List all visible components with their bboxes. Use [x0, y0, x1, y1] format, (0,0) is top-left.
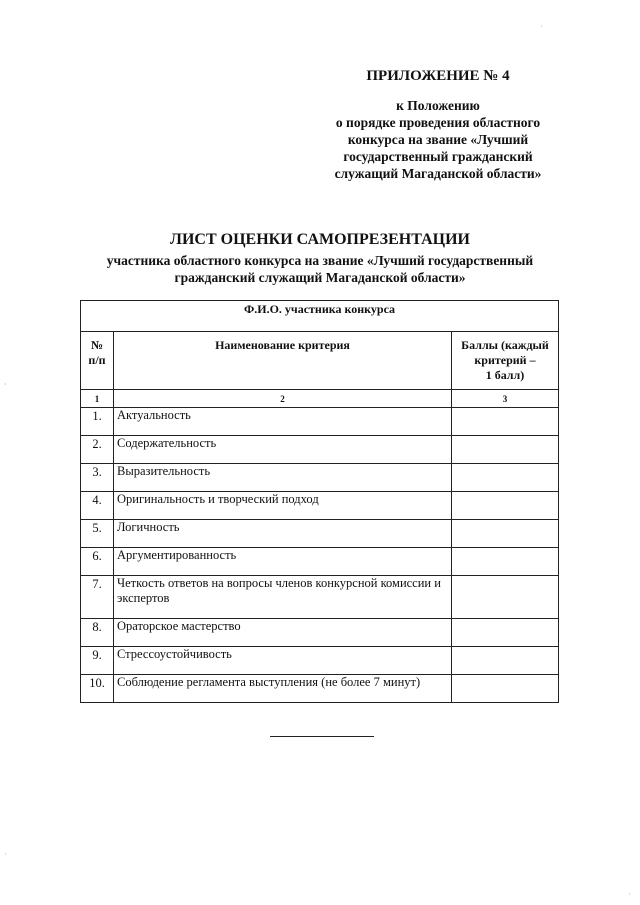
- criterion-row: [81, 408, 559, 436]
- document-heading: [70, 231, 570, 286]
- scan-speck: ·: [540, 22, 543, 31]
- column-number: 2: [114, 390, 452, 408]
- score-cell[interactable]: [452, 464, 559, 492]
- score-cell[interactable]: [452, 492, 559, 520]
- participant-name-header: Ф.И.О. участника конкурса: [81, 301, 559, 332]
- criterion-row: [81, 647, 559, 675]
- column-header-row: [81, 332, 559, 390]
- number-column-header: [81, 332, 114, 390]
- row-number: 8.: [81, 619, 114, 647]
- criterion-name: Актуальность: [114, 408, 452, 436]
- criterion-row: [81, 436, 559, 464]
- document-subtitle-line: гражданский служащий Магаданской области»: [174, 270, 466, 285]
- row-number: 1.: [81, 408, 114, 436]
- score-column-header: [452, 332, 559, 390]
- criterion-name: Логичность: [114, 520, 452, 548]
- criterion-row: [81, 619, 559, 647]
- criterion-row: [81, 492, 559, 520]
- appendix-block: [318, 68, 558, 182]
- score-header-line: Баллы (каждый: [461, 338, 549, 352]
- criterion-name: Соблюдение регламента выступления (не более 7 минут): [114, 675, 452, 703]
- row-number: 10.: [81, 675, 114, 703]
- criterion-row: [81, 675, 559, 703]
- row-number: 7.: [81, 576, 114, 619]
- appendix-line: служащий Магаданской области»: [334, 166, 542, 181]
- score-cell[interactable]: [452, 548, 559, 576]
- column-number: 1: [81, 390, 114, 408]
- number-header-line: №: [90, 338, 104, 352]
- row-number: 3.: [81, 464, 114, 492]
- column-number-row: [81, 390, 559, 408]
- criterion-name: Содержательность: [114, 436, 452, 464]
- number-header-line: п/п: [88, 353, 106, 367]
- score-cell[interactable]: [452, 436, 559, 464]
- criterion-name: Четкость ответов на вопросы членов конкурсной комиссии и экспертов: [114, 576, 452, 619]
- criterion-name: Оригинальность и творческий подход: [114, 492, 452, 520]
- appendix-line: конкурса на звание «Лучший: [347, 132, 529, 147]
- scan-speck: ·: [628, 890, 631, 899]
- row-number: 9.: [81, 647, 114, 675]
- score-cell[interactable]: [452, 520, 559, 548]
- row-number: 2.: [81, 436, 114, 464]
- closing-rule: [270, 736, 374, 737]
- column-number: 3: [452, 390, 559, 408]
- criterion-row: [81, 576, 559, 619]
- score-cell[interactable]: [452, 408, 559, 436]
- score-header-line: 1 балл): [485, 368, 525, 382]
- appendix-line: к Положению: [396, 98, 480, 113]
- score-cell[interactable]: [452, 576, 559, 619]
- score-cell[interactable]: [452, 675, 559, 703]
- score-cell[interactable]: [452, 619, 559, 647]
- criterion-name: Аргументированность: [114, 548, 452, 576]
- scan-speck: ·: [4, 380, 7, 389]
- score-cell[interactable]: [452, 647, 559, 675]
- scan-speck: ·: [4, 850, 7, 859]
- criterion-row: [81, 520, 559, 548]
- criterion-name: Выразительность: [114, 464, 452, 492]
- document-title: ЛИСТ ОЦЕНКИ САМОПРЕЗЕНТАЦИИ: [170, 231, 470, 248]
- evaluation-table: [80, 300, 559, 703]
- appendix-line: государственный гражданский: [343, 149, 533, 164]
- criterion-name: Стрессоустойчивость: [114, 647, 452, 675]
- appendix-title: ПРИЛОЖЕНИЕ № 4: [366, 68, 510, 84]
- document-subtitle-line: участника областного конкурса на звание «Лучший государственный: [106, 253, 534, 268]
- criterion-row: [81, 464, 559, 492]
- criterion-column-header: Наименование критерия: [114, 332, 452, 390]
- row-number: 5.: [81, 520, 114, 548]
- row-number: 4.: [81, 492, 114, 520]
- appendix-line: о порядке проведения областного: [335, 115, 541, 130]
- criterion-name: Ораторское мастерство: [114, 619, 452, 647]
- score-header-line: критерий –: [474, 353, 536, 367]
- row-number: 6.: [81, 548, 114, 576]
- criterion-row: [81, 548, 559, 576]
